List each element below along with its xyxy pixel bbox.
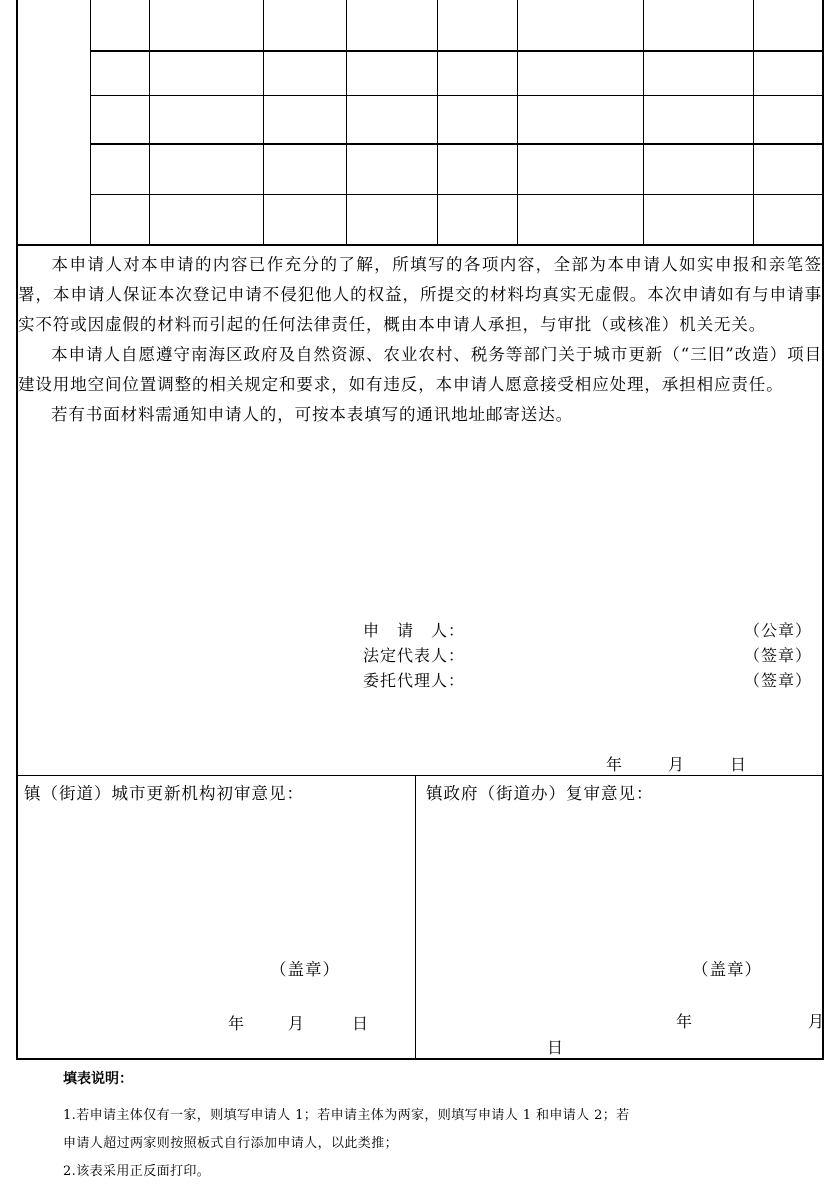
filling-instructions — [63, 1068, 823, 1186]
secondary-review-seal: （盖章） — [692, 960, 762, 979]
table-cell[interactable] — [754, 96, 822, 145]
instruction-1-line-2: 申请人超过两家则按照板式自行添加申请人，以此类推； — [63, 1136, 399, 1151]
table-cell[interactable] — [438, 96, 518, 145]
signature-month: 月 — [668, 755, 685, 774]
table-cell[interactable] — [91, 0, 150, 52]
initial-review-title: 镇（街道）城市更新机构初审意见： — [24, 784, 304, 803]
table-cell[interactable] — [644, 0, 754, 52]
applicant-stamp: （公章） — [743, 621, 812, 640]
instructions-title: 填表说明： — [63, 1071, 133, 1087]
table-cell[interactable] — [150, 96, 264, 145]
table-cell[interactable] — [644, 96, 754, 145]
table-cell[interactable] — [644, 195, 754, 244]
table-cell[interactable] — [438, 0, 518, 52]
table-cell[interactable] — [347, 52, 438, 96]
table-side-column — [18, 0, 91, 244]
table-cell[interactable] — [91, 52, 150, 96]
agent-label: 委托代理人： — [363, 671, 466, 690]
table-cell[interactable] — [264, 52, 347, 96]
signature-year: 年 — [606, 755, 623, 774]
instruction-2: 2.该表采用正反面打印。 — [63, 1164, 211, 1179]
secondary-review-day: 日 — [547, 1038, 564, 1057]
legal-rep-stamp: （签章） — [743, 646, 812, 665]
table-cell[interactable] — [150, 195, 264, 244]
table-cell[interactable] — [518, 52, 644, 96]
table-cell[interactable] — [518, 0, 644, 52]
applicant-table — [18, 0, 822, 244]
initial-review-seal: （盖章） — [270, 960, 340, 979]
table-cell[interactable] — [644, 52, 754, 96]
instruction-1-line-1: 1.若申请主体仅有一家，则填写申请人 1；若申请主体为两家，则填写申请人 1 和申请人 2；若 — [63, 1108, 630, 1123]
table-cell[interactable] — [754, 52, 822, 96]
table-cell[interactable] — [91, 195, 150, 244]
table-cell[interactable] — [347, 195, 438, 244]
table-cell[interactable] — [518, 195, 644, 244]
table-cell[interactable] — [264, 0, 347, 52]
table-cell[interactable] — [347, 0, 438, 52]
table-cell[interactable] — [438, 195, 518, 244]
table-cell[interactable] — [347, 145, 438, 195]
declaration-paragraph-2: 本申请人自愿遵守南海区政府及自然资源、农业农村、税务等部门关于城市更新（“三旧”改造）项目建设用地空间位置调整的相关规定和要求，如有违反，本申请人愿意接受相应处理，承担相应责任。 — [18, 345, 822, 394]
initial-review-month: 月 — [288, 1014, 305, 1033]
initial-review-day: 日 — [352, 1014, 369, 1033]
table-cell[interactable] — [150, 0, 264, 52]
table-cell[interactable] — [754, 0, 822, 52]
table-cell[interactable] — [150, 145, 264, 195]
initial-review-box — [18, 776, 416, 1058]
secondary-review-year: 年 — [676, 1012, 693, 1031]
applicant-label: 申 请 人： — [363, 621, 466, 640]
table-cell[interactable] — [518, 96, 644, 145]
table-cell[interactable] — [91, 145, 150, 195]
secondary-review-title: 镇政府（街道办）复审意见： — [426, 784, 654, 803]
table-cell[interactable] — [264, 145, 347, 195]
declaration-paragraph-3: 若有书面材料需通知申请人的，可按本表填写的通讯地址邮寄送达。 — [51, 405, 573, 424]
agent-stamp: （签章） — [743, 671, 812, 690]
declaration-paragraph-1: 本申请人对本申请的内容已作充分的了解，所填写的各项内容，全部为本申请人如实申报和亲笔签署，本申请人保证本次登记申请不侵犯他人的权益，所提交的材料均真实无虚假。本次申请如有与申请事实不符或因虚假的材料而引起的任何法律责任，概由本申请人承担，与审批（或核准）机关无关。 — [18, 255, 822, 334]
secondary-review-box — [416, 776, 825, 1058]
table-cell[interactable] — [644, 145, 754, 195]
declaration — [18, 250, 822, 430]
table-cell[interactable] — [438, 145, 518, 195]
table-bottom-border — [18, 244, 822, 246]
table-cell[interactable] — [264, 96, 347, 145]
secondary-review-month: 月 — [808, 1012, 825, 1031]
legal-rep-label: 法定代表人： — [363, 646, 466, 665]
signature-day: 日 — [730, 755, 747, 774]
table-cell[interactable] — [264, 195, 347, 244]
application-form — [16, 0, 824, 1060]
table-cell[interactable] — [754, 195, 822, 244]
review-opinions — [18, 775, 825, 1058]
table-cell[interactable] — [150, 52, 264, 96]
table-cell[interactable] — [754, 145, 822, 195]
table-cell[interactable] — [91, 96, 150, 145]
table-cell[interactable] — [347, 96, 438, 145]
initial-review-year: 年 — [228, 1014, 245, 1033]
table-cell[interactable] — [518, 145, 644, 195]
table-cell[interactable] — [438, 52, 518, 96]
